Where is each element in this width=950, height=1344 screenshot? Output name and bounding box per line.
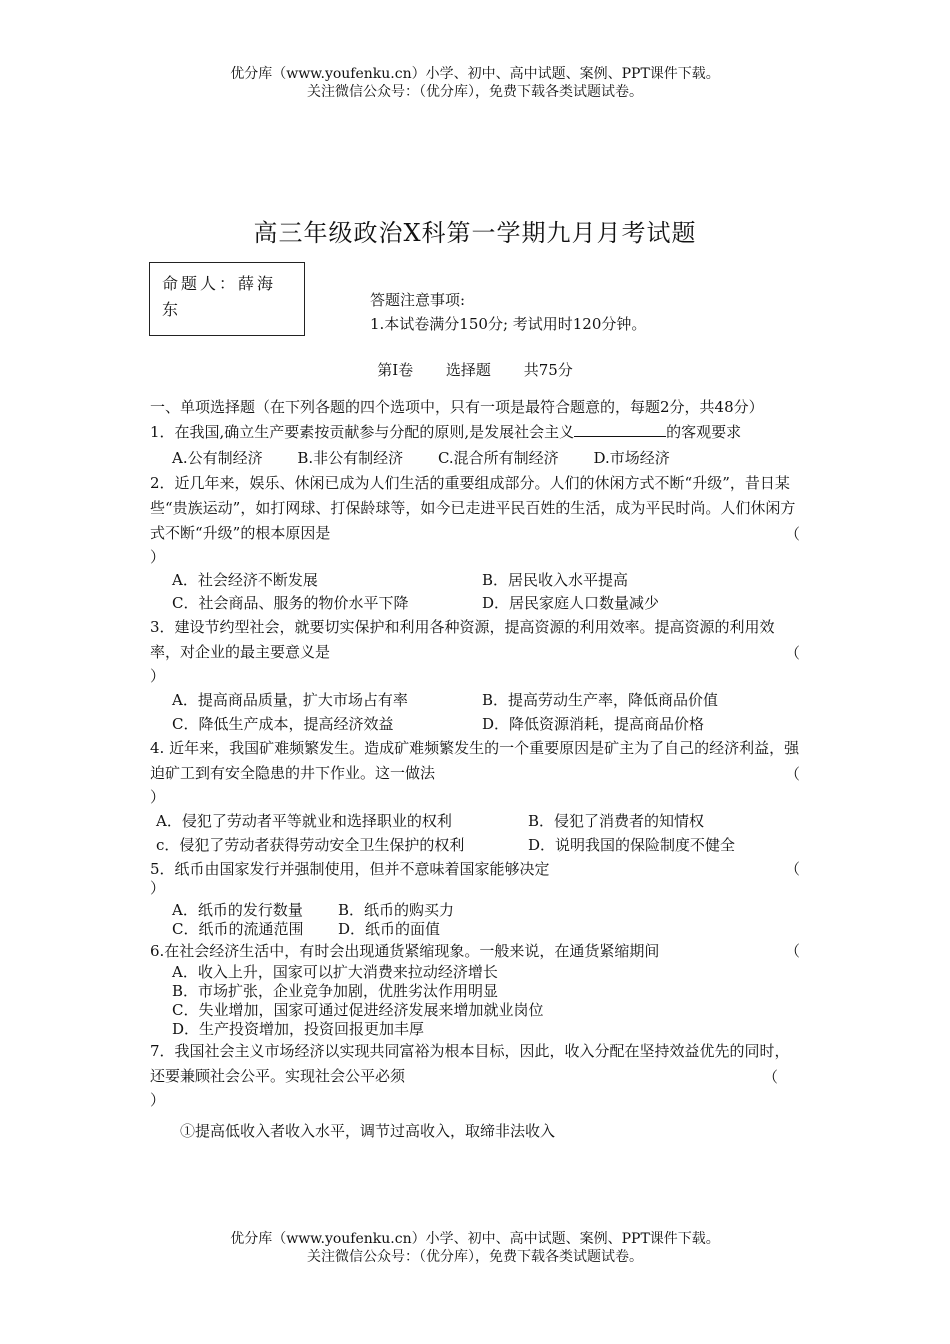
q6-option-a: A．收入上升，国家可以扩大消费来拉动经济增长 [172,963,498,981]
q2-option-b: B．居民收入水平提高 [482,571,629,589]
q6-option-d: D．生产投资增加，投资回报更加丰厚 [172,1020,425,1038]
section-heading [0,360,950,380]
section-total: 共75分 [523,361,573,379]
section-part: 第Ⅰ卷 [377,361,414,379]
q3-stem: 3．建设节约型社会，就要切实保护和利用各种资源，提高资源的利用效率。提高资源的利用效率，对企业的最主要意义是 [150,618,775,661]
q1-option-d: D.市场经济 [593,449,670,467]
q1-options [150,445,804,471]
q4-option-b: B．侵犯了消费者的知情权 [528,812,705,830]
q5-option-c: C．纸币的流通范围 [172,920,304,938]
question-5 [150,857,804,939]
q1-stem-b: 的客观要求 [666,423,742,441]
q2-paren-open: （ [784,525,800,543]
q3-paren-close: ） [150,667,166,685]
q4-option-c: c．侵犯了劳动者获得劳动安全卫生保护的权利 [156,836,465,854]
q4-option-d: D．说明我国的保险制度不健全 [528,836,736,854]
exam-notice [370,288,646,336]
question-2 [150,471,804,615]
q3-option-b: B．提高劳动生产率，降低商品价值 [482,691,719,709]
q5-paren-open: （ [784,860,800,878]
q5-stem: 5．纸币由国家发行并强制使用，但并不意味着国家能够决定 [150,860,550,878]
question-1 [150,419,804,471]
header-line-2: 关注微信公众号：（优分库），免费下载各类试题试卷。 [307,84,643,100]
q1-blank [574,422,666,437]
q2-options [150,569,804,615]
q7-answer-parens [150,1068,804,1112]
q2-option-a: A．社会经济不断发展 [172,571,318,589]
q6-option-b: B．市场扩张，企业竞争加剧，优胜劣汰作用明显 [172,982,499,1000]
q3-option-d: D．降低资源消耗，提高商品价格 [482,715,705,733]
question-7 [150,1039,804,1143]
q2-stem: 2．近几年来，娱乐、休闲已成为人们生活的重要组成部分。人们的休闲方式不断“升级”，昔日某些“贵族运动”，如打网球、打保龄球等，如今已走进平民百姓的生活，成为平民时尚。人们休闲方式不断“升级”的根本原因是 [150,474,796,542]
question-6 [150,939,804,1039]
q3-option-a: A．提高商品质量，扩大市场占有率 [172,691,408,709]
q3-answer-parens [150,644,804,688]
q7-paren-close: ） [150,1091,166,1109]
q7-item-1: ①提高低收入者收入水平，调节过高收入，取缔非法收入 [180,1122,556,1140]
notice-heading: 答题注意事项: [370,291,466,309]
q5-option-d: D．纸币的面值 [338,920,441,938]
q6-options [150,963,804,1039]
author-box: 命题人：薛海东 [149,262,305,336]
q1-stem-a: 1．在我国,确立生产要素按贡献参与分配的原则,是发展社会主义 [150,423,575,441]
section-name: 选择题 [445,361,491,379]
q4-paren-open: （ [784,765,800,783]
question-4 [150,736,804,857]
notice-item-1: 1.本试卷满分150分; 考试用时120分钟。 [370,315,647,333]
q5-options [150,901,804,939]
q2-option-d: D．居民家庭人口数量减少 [482,594,660,612]
q5-option-a: A．纸币的发行数量 [172,901,303,919]
exam-title: 高三年级政治X科第一学期九月月考试题 [253,219,697,247]
q4-answer-parens [150,765,804,809]
q6-option-c: C．失业增加，国家可通过促进经济发展来增加就业岗位 [172,1001,544,1019]
q1-option-c: C.混合所有制经济 [437,449,559,467]
q5-option-b: B．纸币的购买力 [338,901,455,919]
q2-option-c: C．社会商品、服务的物价水平下降 [172,594,409,612]
part-one-intro: 一、单项选择题（在下列各题的四个选项中，只有一项是最符合题意的，每题2分，共48分） [150,398,764,416]
q1-option-a: A.公有制经济 [172,449,263,467]
q4-options [150,809,804,857]
question-3 [150,615,804,736]
q1-option-b: B.非公有制经济 [297,449,404,467]
q5-paren-close: ） [150,879,166,897]
q6-stem: 6.在社会经济生活中，有时会出现通货紧缩现象。一般来说，在通货紧缩期间 [150,942,660,960]
q2-paren-close: ） [150,548,166,566]
footer-line-1: 优分库（www.youfenku.cn）小学、初中、高中试题、案例、PPT课件下载。 [230,1231,720,1247]
question-body [150,396,804,1143]
q6-paren-open: （ [784,942,800,960]
q3-options [150,688,804,736]
footer-line-2: 关注微信公众号：（优分库），免费下载各类试题试卷。 [307,1249,643,1265]
q4-stem: 4. 近年来，我国矿难频繁发生。造成矿难频繁发生的一个重要原因是矿主为了自己的经济利益，强迫矿工到有安全隐患的井下作业。这一做法 [150,739,800,782]
q3-paren-open: （ [784,644,800,662]
q3-option-c: C．降低生产成本，提高经济效益 [172,715,394,733]
q4-option-a: A．侵犯了劳动者平等就业和选择职业的权利 [156,812,452,830]
q7-stem: 7．我国社会主义市场经济以实现共同富裕为根本目标，因此，收入分配在坚持效益优先的同时，还要兼顾社会公平。实现社会公平必须 [150,1042,790,1085]
q4-paren-close: ） [150,788,166,806]
header-line-1: 优分库（www.youfenku.cn）小学、初中、高中试题、案例、PPT课件下载。 [230,66,720,82]
q7-paren-open: （ [762,1068,778,1086]
q2-answer-parens [150,525,804,569]
